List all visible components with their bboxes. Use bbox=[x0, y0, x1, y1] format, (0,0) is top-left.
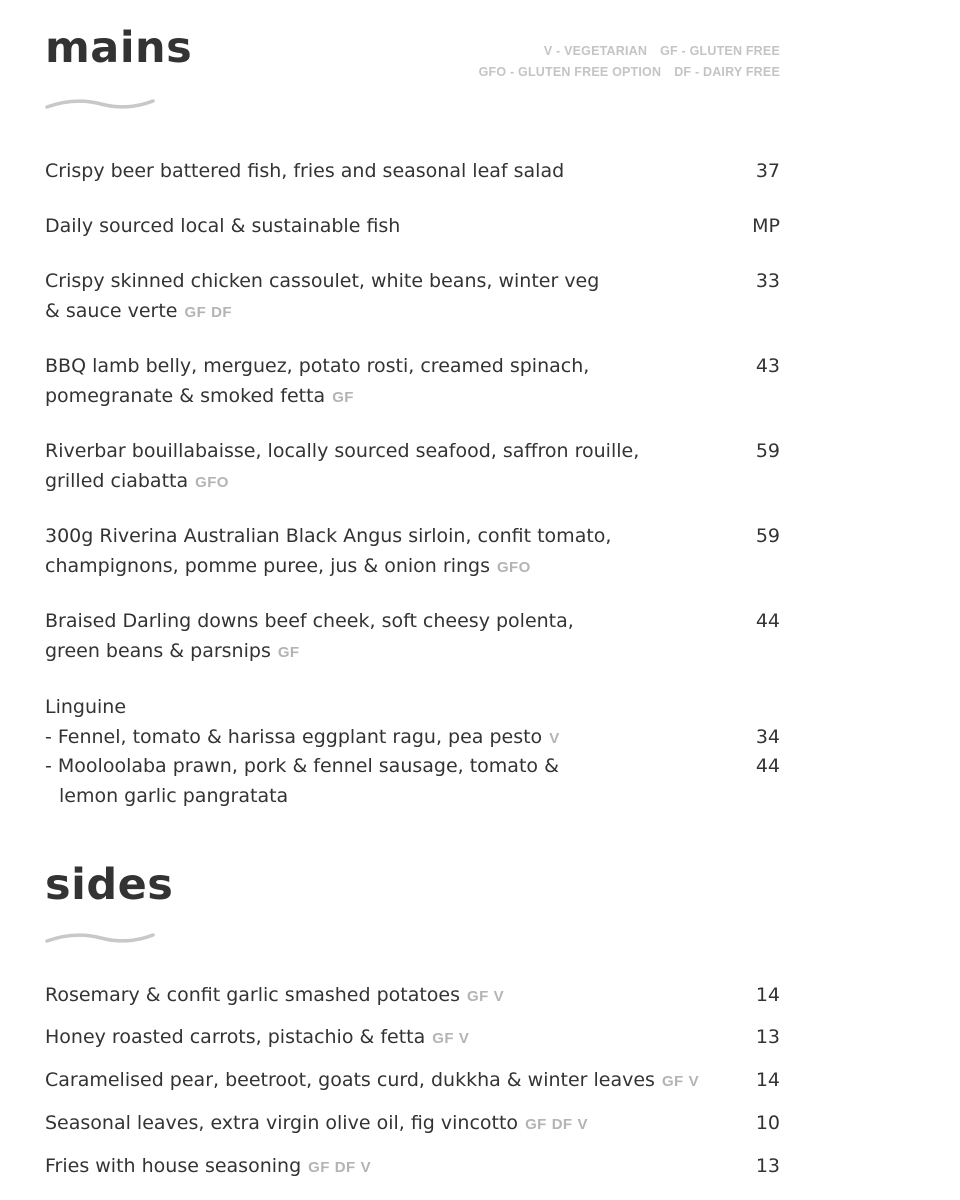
item-price: 34 bbox=[755, 726, 780, 748]
item-name: Linguine bbox=[45, 696, 127, 718]
item-description: Caramelised pear, beetroot, goats curd, dukkha & winter leaves bbox=[45, 1069, 655, 1091]
item-price: 13 bbox=[755, 1026, 780, 1048]
menu-item bbox=[45, 266, 780, 328]
legend-item: V - VEGETARIAN bbox=[543, 44, 648, 58]
dietary-tag: V bbox=[549, 730, 560, 747]
item-description: Braised Darling downs beef cheek, soft cheesy polenta, green beans & parsnips bbox=[45, 610, 574, 662]
item-price: 43 bbox=[755, 355, 780, 377]
item-description: Seasonal leaves, extra virgin olive oil, fig vincotto bbox=[45, 1112, 519, 1134]
side-item bbox=[45, 1065, 780, 1097]
dietary-tag: GF bbox=[432, 1030, 454, 1047]
dietary-tag: V bbox=[688, 1073, 700, 1090]
linguine-option bbox=[45, 751, 780, 811]
dietary-tag: GFO bbox=[195, 474, 229, 491]
item-price: 59 bbox=[755, 525, 780, 547]
dietary-tag: DF bbox=[211, 304, 232, 321]
swoosh-decoration bbox=[45, 96, 157, 114]
item-description: Rosemary & confit garlic smashed potatoes bbox=[45, 984, 461, 1006]
item-description: - Fennel, tomato & harissa eggplant ragu, pea pesto bbox=[45, 726, 543, 748]
dietary-legend bbox=[466, 44, 780, 86]
item-price: 13 bbox=[755, 1155, 780, 1177]
dietary-tag: V bbox=[360, 1159, 371, 1176]
item-description: - Mooloolaba prawn, pork & fennel sausage, tomato & bbox=[45, 755, 559, 777]
side-item bbox=[45, 980, 780, 1012]
dietary-tag: GF bbox=[467, 988, 489, 1005]
legend-item: GFO - GLUTEN FREE OPTION bbox=[478, 65, 662, 79]
menu-item bbox=[45, 156, 780, 186]
item-description: Daily sourced local & sustainable fish bbox=[45, 215, 401, 237]
dietary-tag: V bbox=[493, 988, 505, 1005]
item-description: Riverbar bouillabaisse, locally sourced seafood, saffron rouille, grilled ciabatta bbox=[45, 440, 640, 492]
linguine-option bbox=[45, 722, 780, 754]
item-price: 10 bbox=[755, 1112, 780, 1134]
dietary-tag: GF bbox=[308, 1159, 330, 1176]
dietary-tag: DF bbox=[334, 1159, 356, 1176]
menu-item bbox=[45, 211, 780, 241]
item-description-continued: lemon garlic pangratata bbox=[59, 785, 289, 807]
item-price: 44 bbox=[755, 610, 780, 632]
sides-title: sides bbox=[45, 860, 174, 910]
item-price: 14 bbox=[755, 984, 780, 1006]
side-item bbox=[45, 1151, 780, 1183]
dietary-tag: V bbox=[458, 1030, 470, 1047]
item-price: MP bbox=[752, 215, 780, 237]
dietary-tag: GFO bbox=[496, 559, 531, 576]
legend-item: DF - DAIRY FREE bbox=[674, 65, 780, 79]
item-description: 300g Riverina Australian Black Angus sirloin, confit tomato, champignons, pomme puree, jus & onion rings bbox=[45, 525, 612, 577]
dietary-tag: V bbox=[577, 1116, 588, 1133]
menu-item bbox=[45, 606, 780, 668]
side-item bbox=[45, 1022, 780, 1054]
dietary-tag: GF bbox=[332, 389, 354, 406]
item-price: 33 bbox=[755, 270, 780, 292]
dietary-tag: GF bbox=[525, 1116, 547, 1133]
dietary-tag: GF bbox=[184, 304, 207, 321]
item-price: 37 bbox=[755, 160, 780, 182]
menu-item bbox=[45, 436, 780, 498]
menu-item bbox=[45, 351, 780, 413]
legend-item: GF - GLUTEN FREE bbox=[660, 44, 780, 58]
item-price: 59 bbox=[755, 440, 780, 462]
side-item bbox=[45, 1108, 780, 1140]
item-description: Crispy beer battered fish, fries and seasonal leaf salad bbox=[45, 160, 565, 182]
menu-item bbox=[45, 521, 780, 583]
dietary-tag: GF bbox=[661, 1073, 684, 1090]
dietary-tag: DF bbox=[551, 1116, 573, 1133]
item-description: BBQ lamb belly, merguez, potato rosti, creamed spinach, pomegranate & smoked fetta bbox=[45, 355, 590, 407]
item-description: Crispy skinned chicken cassoulet, white beans, winter veg & sauce verte bbox=[45, 270, 600, 322]
mains-title: mains bbox=[45, 23, 193, 73]
menu-item-linguine bbox=[45, 692, 780, 722]
item-price: 44 bbox=[755, 755, 780, 777]
item-description: Honey roasted carrots, pistachio & fetta bbox=[45, 1026, 426, 1048]
item-description: Fries with house seasoning bbox=[45, 1155, 302, 1177]
item-price: 14 bbox=[755, 1069, 780, 1091]
swoosh-decoration bbox=[45, 930, 157, 948]
dietary-tag: GF bbox=[277, 644, 300, 661]
